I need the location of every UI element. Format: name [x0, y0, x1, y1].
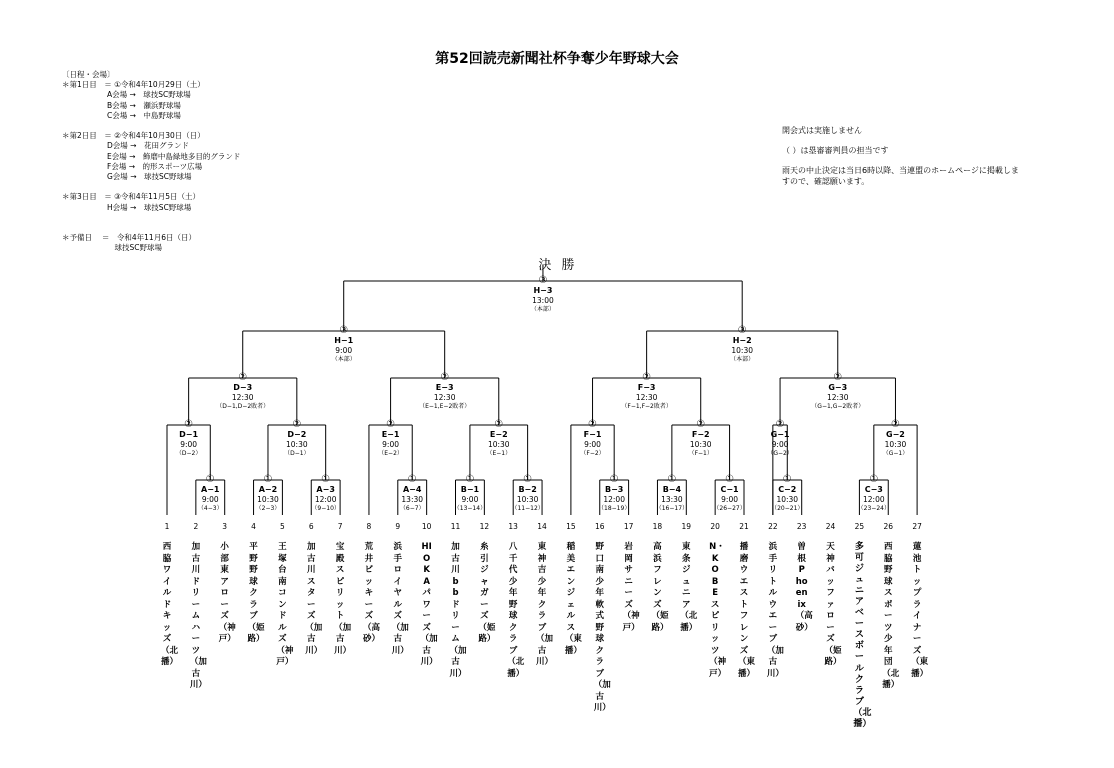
match-note: （本部） — [331, 356, 356, 364]
match-rnd: ③ — [538, 275, 548, 286]
team-name: 浜手リトルウエーブ（加古川） — [766, 542, 784, 679]
match-time: 12:30 — [231, 392, 254, 402]
team-name: 王塚台南コンドルズ（神戸） — [276, 542, 294, 667]
team-name: 小部東アローズ（神戸） — [218, 542, 236, 644]
team-number: 4 — [251, 522, 256, 531]
match-time: 9:00 — [335, 345, 353, 355]
match-note: （16−17） — [655, 505, 689, 513]
match-code: F−2 — [691, 430, 710, 439]
match-h3 — [531, 275, 555, 315]
match-time: 12:30 — [826, 392, 849, 402]
match-b1 — [454, 474, 486, 514]
match-time: 10:30 — [257, 494, 279, 504]
match-e1 — [378, 419, 403, 459]
match-rnd: ② — [696, 419, 706, 430]
match-rnd: ② — [890, 419, 900, 430]
team-number: 7 — [337, 522, 343, 531]
match-b4 — [656, 474, 688, 514]
team-number: 8 — [366, 522, 372, 531]
match-note: （本部） — [530, 306, 555, 314]
match-note: （23−24） — [857, 505, 890, 513]
match-code: B−3 — [604, 485, 624, 494]
team-name: 播磨ウエストフレンズ（東播） — [738, 542, 756, 679]
team-number: 20 — [710, 522, 720, 531]
match-note: （2−3） — [255, 505, 281, 513]
team-name: N・KOBEスピリッツ（神戸） — [709, 542, 727, 679]
team-number: 9 — [395, 522, 401, 531]
match-time: 9:00 — [584, 439, 601, 449]
match-time: 9:00 — [771, 439, 789, 449]
team-name: 荒井ビッキーズ（高砂） — [362, 542, 380, 644]
match-note: （G−1,G−2敗者） — [811, 403, 865, 411]
match-b2 — [511, 474, 543, 514]
match-code: D−2 — [287, 430, 307, 439]
team-name: 岩岡サニーズ（神戸） — [622, 542, 640, 633]
match-code: H−2 — [732, 336, 752, 345]
match-time: 9:00 — [201, 494, 219, 504]
schedule-line: 球技SC野球場 — [62, 243, 162, 253]
match-rnd: ② — [386, 419, 396, 430]
team-name: 西脇野球スポーツ少年団（北播） — [882, 542, 900, 690]
schedule-line: E会場 → 飾磨中島緑地多目的グランド — [62, 151, 241, 161]
team-number: 17 — [623, 522, 634, 531]
match-note: （6−7） — [399, 505, 425, 513]
team-number: 12 — [479, 522, 490, 531]
match-note: （本部） — [730, 356, 755, 364]
match-note: （D−2） — [175, 450, 202, 458]
schedule-line: ＊第2日目 ＝ ②令和4年10月30日（日） — [62, 131, 205, 141]
match-h2 — [730, 325, 754, 365]
team-number: 10 — [421, 522, 432, 531]
match-e2 — [486, 419, 511, 459]
match-rnd: ① — [609, 474, 619, 485]
team-number: 2 — [193, 522, 199, 531]
schedule-line: C会場 → 中島野球場 — [62, 110, 181, 120]
team-name: 曽根Phoenix（高砂） — [795, 542, 813, 633]
match-code: H−1 — [334, 336, 354, 345]
match-note: （E−2） — [378, 450, 403, 458]
match-time: 10:30 — [286, 439, 308, 449]
match-time: 12:30 — [433, 392, 456, 402]
match-rnd: ① — [465, 474, 475, 485]
match-time: 9:00 — [461, 494, 479, 504]
match-time: 10:30 — [516, 494, 539, 504]
match-rnd: ② — [775, 419, 785, 430]
match-code: B−4 — [662, 485, 682, 494]
match-note: （13−14） — [453, 505, 487, 513]
team-name: 天神バッファローズ（姫路） — [824, 542, 842, 667]
match-rnd: ① — [263, 474, 273, 485]
match-a4 — [400, 474, 425, 514]
match-h1 — [332, 325, 356, 365]
match-g1 — [767, 419, 793, 459]
team-number: 26 — [883, 522, 894, 531]
match-time: 10:30 — [689, 439, 712, 449]
team-number: 25 — [854, 522, 865, 531]
team-number: 27 — [912, 522, 922, 531]
match-code: A−1 — [201, 485, 220, 494]
schedule-line: H会場 → 球技SC野球場 — [62, 202, 192, 212]
match-code: H−3 — [533, 286, 553, 295]
match-rnd: ② — [642, 372, 652, 383]
match-code: A−2 — [258, 485, 278, 494]
team-number: 11 — [450, 522, 461, 531]
team-number: 23 — [796, 522, 807, 531]
match-a1 — [198, 474, 223, 514]
match-note: （18−19） — [598, 505, 631, 513]
team-number: 19 — [681, 522, 692, 531]
match-code: C−2 — [778, 485, 797, 494]
team-name: 八千代少年野球クラブ（北播） — [507, 542, 525, 679]
match-d1 — [176, 419, 201, 459]
match-a3 — [311, 474, 339, 514]
match-rnd: ② — [292, 419, 302, 430]
team-number: 18 — [652, 522, 663, 531]
schedule-line: B会場 → 瀬浜野球場 — [62, 100, 181, 110]
team-name: 東神吉少年クラブ（加古川） — [536, 542, 554, 667]
match-code: B−1 — [460, 485, 480, 494]
match-rnd: ② — [588, 419, 598, 430]
team-name: 浜手ロイヤルズ（加古川） — [391, 542, 409, 656]
match-code: G−2 — [886, 430, 905, 439]
match-note: （G−2） — [767, 450, 793, 458]
match-rnd: ① — [667, 474, 677, 485]
team-number: 14 — [537, 522, 547, 531]
match-note: （F−1） — [688, 450, 713, 458]
schedule-line: F会場 → 的形スポーツ広場 — [62, 161, 203, 171]
match-time: 10:30 — [487, 439, 510, 449]
match-code: B−2 — [518, 485, 537, 494]
match-b3 — [598, 474, 630, 514]
note-opening-ceremony: 開会式は実施しません — [782, 126, 862, 135]
match-rnd: ① — [782, 474, 792, 485]
team-number: 21 — [739, 522, 749, 531]
match-rnd: ② — [494, 419, 504, 430]
match-time: 13:00 — [532, 295, 554, 305]
match-time: 10:30 — [884, 439, 907, 449]
match-code: E−2 — [489, 430, 508, 439]
match-time: 9:00 — [180, 439, 198, 449]
match-rnd: ② — [440, 372, 450, 383]
match-note: （E−1） — [486, 450, 512, 458]
match-rnd: ② — [238, 372, 248, 383]
team-name: 加古川bbドリーム（加古川） — [449, 542, 467, 679]
final-label: 決 勝 — [538, 258, 578, 273]
match-time: 13:30 — [661, 494, 683, 504]
match-time: 9:00 — [721, 494, 738, 504]
match-note: （26−27） — [713, 505, 746, 513]
match-c1 — [713, 474, 745, 514]
page-title: 第52回読売新聞社杯争奪少年野球大会 — [435, 51, 679, 67]
match-rnd: ① — [321, 474, 331, 485]
team-number: 5 — [280, 522, 285, 531]
team-number: 13 — [508, 522, 518, 531]
team-name: 多可ジュニアベースボールクラブ（北播） — [853, 542, 872, 729]
match-f2 — [689, 419, 713, 459]
match-d2 — [284, 419, 309, 459]
match-d3 — [216, 372, 269, 412]
match-time: 12:00 — [314, 494, 337, 504]
note-rain: 雨天の中止決定は当日6時以降、当連盟のホームページに掲載しますので、確認願います。 — [782, 166, 1019, 186]
match-time: 12:00 — [603, 494, 625, 504]
team-number: 6 — [308, 522, 314, 531]
match-rnd: ② — [184, 419, 194, 430]
schedule-line: 〔日程・会場〕 — [62, 70, 115, 79]
team-number: 24 — [825, 522, 836, 531]
match-code: C−1 — [720, 485, 739, 494]
match-time: 12:30 — [635, 392, 658, 402]
match-note: （20−21） — [771, 505, 804, 513]
team-number: 15 — [566, 522, 576, 531]
team-name: 宝殿スピリット（加古川） — [334, 542, 352, 656]
match-note: （D−1,D−2敗者） — [216, 403, 270, 411]
team-number: 16 — [594, 522, 605, 531]
match-time: 12:00 — [863, 494, 885, 504]
match-rnd: ③ — [339, 325, 349, 336]
match-f3 — [621, 372, 672, 412]
match-note: （11−12） — [511, 505, 544, 513]
match-note: （E−1,E−2敗者） — [419, 403, 471, 411]
schedule-line: A会場 → 球技SC野球場 — [62, 90, 191, 100]
match-g3 — [811, 372, 864, 412]
match-rnd: ① — [205, 474, 215, 485]
match-rnd: ① — [725, 474, 735, 485]
team-number: 1 — [164, 522, 170, 531]
match-rnd: ② — [833, 372, 843, 383]
match-rnd: ① — [407, 474, 417, 485]
match-code: A−4 — [402, 485, 422, 494]
team-name: 野口南少年軟式野球クラブ（加古川） — [593, 542, 611, 713]
match-e3 — [419, 372, 470, 412]
schedule-line: ＊第3日目 ＝ ③令和4年11月5日（土） — [62, 192, 200, 202]
team-name: 加古川スターズ（加古川） — [305, 542, 323, 656]
match-code: F−1 — [583, 430, 602, 439]
match-code: D−3 — [233, 383, 253, 392]
match-note: （G−1） — [882, 450, 909, 458]
team-number: 22 — [768, 522, 778, 531]
schedule-line: G会場 → 球技SC野球場 — [62, 172, 192, 182]
match-time: 13:30 — [401, 494, 424, 504]
match-code: E−1 — [381, 430, 400, 439]
match-rnd: ① — [869, 474, 879, 485]
match-g2 — [883, 419, 909, 459]
match-time: 10:30 — [731, 345, 753, 355]
match-note: （4−3） — [197, 505, 223, 513]
team-name: 平野野球クラブ（姫路） — [247, 542, 265, 644]
team-name: 加古川ドリームハーツ（加古川） — [189, 542, 207, 690]
match-code: D−1 — [179, 430, 199, 439]
team-number: 3 — [222, 522, 228, 531]
match-code: G−1 — [770, 430, 790, 439]
team-name: 糸引ジャガーズ（姫路） — [478, 542, 496, 644]
match-note: （F−2） — [580, 450, 605, 458]
match-code: G−3 — [828, 383, 848, 392]
match-a2 — [256, 474, 281, 514]
note-umpire: （ ）は塁審審判員の担当です — [782, 146, 889, 155]
match-rnd: ① — [523, 474, 533, 485]
schedule-line: D会場 → 花田グランド — [62, 141, 189, 151]
team-name: 西脇ワイルドキッズ（北播） — [161, 542, 179, 667]
team-name: 東条ジュニア（北播） — [680, 542, 698, 633]
match-code: E−3 — [435, 383, 454, 392]
team-name: 稲美エンジェルス（東播） — [564, 542, 582, 656]
match-note: （D−1） — [284, 450, 310, 458]
match-code: C−3 — [864, 485, 883, 494]
match-note: （F−1,F−2敗者） — [621, 403, 672, 411]
match-code: A−3 — [316, 485, 335, 494]
team-name: 高浜フレンズ（姫路） — [651, 542, 669, 633]
match-time: 10:30 — [776, 494, 799, 504]
match-time: 9:00 — [382, 439, 399, 449]
team-name: HIOKAパワーズ（加古川） — [420, 542, 438, 667]
match-rnd: ③ — [737, 325, 747, 336]
team-name: 蓮池トップライナーズ（東播） — [911, 542, 929, 679]
match-c2 — [771, 474, 803, 514]
schedule-line: ＊第1日目 ＝ ①令和4年10月29日（土） — [62, 80, 205, 90]
match-c3 — [858, 474, 890, 514]
match-code: F−3 — [637, 383, 656, 392]
match-note: （9−10） — [311, 505, 340, 513]
schedule-line: ＊予備日 ＝ 令和4年11月6日（日） — [62, 233, 196, 243]
match-f1 — [580, 419, 604, 459]
